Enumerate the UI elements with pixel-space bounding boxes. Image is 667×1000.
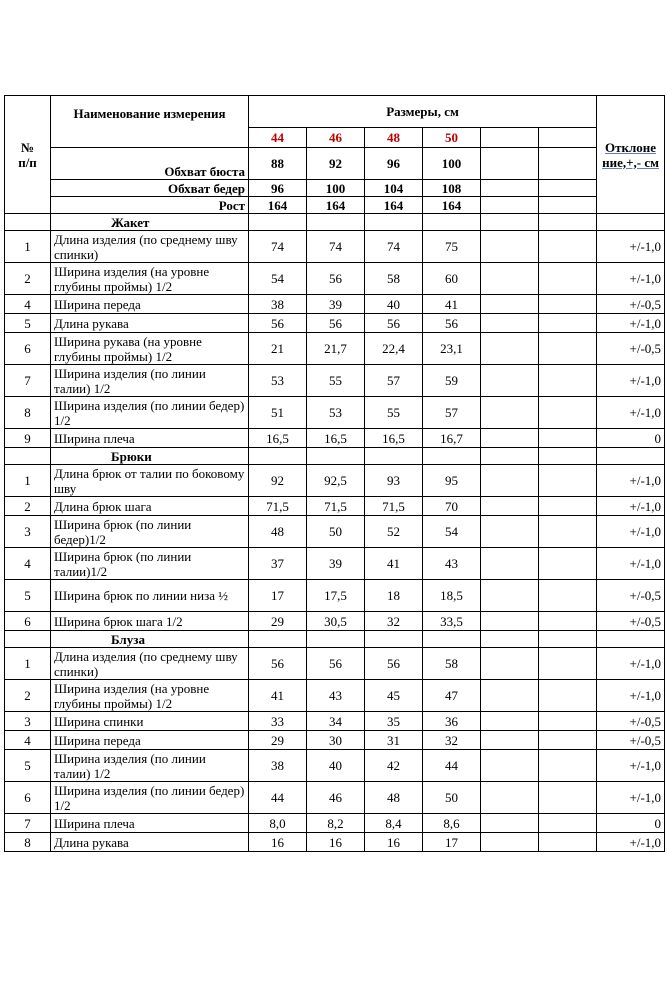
empty-value-cell (481, 263, 539, 295)
section-empty-cell (423, 448, 481, 465)
measurement-value: 41 (365, 548, 423, 580)
measurement-value: 52 (365, 516, 423, 548)
measurement-value: 32 (365, 612, 423, 631)
empty-value-cell (539, 365, 597, 397)
section-row (5, 448, 665, 465)
measurement-value: 57 (365, 365, 423, 397)
empty-value-cell (539, 429, 597, 448)
empty-value-cell (539, 612, 597, 631)
measurement-value: 95 (423, 465, 481, 497)
measurement-value: 46 (307, 782, 365, 814)
size-44: 44 (249, 128, 307, 148)
empty-value-cell (481, 731, 539, 750)
section-row (5, 631, 665, 648)
measurement-name-header: Наименование измерения (51, 96, 249, 148)
measurement-value: 56 (365, 314, 423, 333)
empty-value-cell (481, 833, 539, 852)
row-number-header-text: № п/п (18, 139, 37, 170)
bust-label: Обхват бюста (51, 148, 249, 180)
section-empty-cell (365, 631, 423, 648)
bust-46: 92 (307, 148, 365, 180)
bust-44: 88 (249, 148, 307, 180)
measurement-value: 21,7 (307, 333, 365, 365)
measurement-name: Ширина изделия (по линии бедер) 1/2 (51, 397, 249, 429)
measurement-value: 75 (423, 231, 481, 263)
measurement-name: Ширина брюк (по линии талии)1/2 (51, 548, 249, 580)
empty-value-cell (481, 333, 539, 365)
row-number: 7 (5, 365, 51, 397)
measurement-value: 56 (423, 314, 481, 333)
tolerance-value: +/-0,5 (597, 295, 665, 314)
measurement-value: 45 (365, 680, 423, 712)
empty-value-cell (539, 397, 597, 429)
empty-value-cell (539, 497, 597, 516)
measurement-value: 16,5 (249, 429, 307, 448)
measurement-value: 16 (307, 833, 365, 852)
section-empty-cell (597, 631, 665, 648)
tolerance-value: +/-1,0 (597, 516, 665, 548)
empty-value-cell (539, 548, 597, 580)
measurement-name: Ширина брюк (по линии бедер)1/2 (51, 516, 249, 548)
measurement-value: 41 (423, 295, 481, 314)
bust-48: 96 (365, 148, 423, 180)
measurement-value: 16,5 (365, 429, 423, 448)
empty-value-cell (481, 814, 539, 833)
empty-value-cell (481, 612, 539, 631)
row-number: 6 (5, 333, 51, 365)
section-number-cell (5, 448, 51, 465)
tolerance-value: +/-1,0 (597, 314, 665, 333)
measurement-name: Ширина переда (51, 731, 249, 750)
measurement-value: 39 (307, 548, 365, 580)
measurement-value: 8,4 (365, 814, 423, 833)
measurement-value: 58 (365, 263, 423, 295)
size-table (4, 95, 665, 852)
empty-value-cell (539, 580, 597, 612)
measurement-row (5, 580, 665, 612)
row-number-header (5, 96, 51, 214)
height-48: 164 (365, 197, 423, 214)
measurement-row (5, 548, 665, 580)
height-label: Рост (51, 197, 249, 214)
measurement-name: Ширина рукава (на уровне глубины проймы) 1/2 (51, 333, 249, 365)
measurement-value: 8,0 (249, 814, 307, 833)
empty-value-cell (481, 231, 539, 263)
measurement-value: 29 (249, 731, 307, 750)
measurement-row (5, 333, 665, 365)
hips-48: 104 (365, 180, 423, 197)
row-number: 2 (5, 497, 51, 516)
measurement-row (5, 365, 665, 397)
measurement-value: 32 (423, 731, 481, 750)
measurement-value: 35 (365, 712, 423, 731)
measurement-row (5, 731, 665, 750)
empty-value-cell (539, 648, 597, 680)
tolerance-value: +/-0,5 (597, 712, 665, 731)
empty-cell (539, 148, 597, 180)
empty-value-cell (539, 465, 597, 497)
measurement-value: 33 (249, 712, 307, 731)
empty-value-cell (539, 516, 597, 548)
row-number: 4 (5, 548, 51, 580)
measurement-value: 59 (423, 365, 481, 397)
row-number: 8 (5, 833, 51, 852)
height-50: 164 (423, 197, 481, 214)
row-number: 3 (5, 516, 51, 548)
measurement-value: 92,5 (307, 465, 365, 497)
measurement-row (5, 612, 665, 631)
measurement-name: Длина изделия (по среднему шву спинки) (51, 231, 249, 263)
section-empty-cell (249, 214, 307, 231)
row-number: 7 (5, 814, 51, 833)
measurement-value: 31 (365, 731, 423, 750)
section-empty-cell (307, 631, 365, 648)
deviation-header-text: Отклоне ние,+,- см (602, 139, 659, 170)
size-46: 46 (307, 128, 365, 148)
measurement-value: 51 (249, 397, 307, 429)
empty-cell (481, 148, 539, 180)
measurement-row (5, 314, 665, 333)
tolerance-value: +/-1,0 (597, 648, 665, 680)
tolerance-value: +/-1,0 (597, 263, 665, 295)
row-number: 1 (5, 231, 51, 263)
section-empty-cell (423, 631, 481, 648)
measurement-value: 43 (423, 548, 481, 580)
row-number: 6 (5, 782, 51, 814)
empty-value-cell (481, 548, 539, 580)
sizes-header: Размеры, см (249, 96, 597, 128)
measurement-value: 22,4 (365, 333, 423, 365)
hips-46: 100 (307, 180, 365, 197)
measurement-value: 47 (423, 680, 481, 712)
hips-44: 96 (249, 180, 307, 197)
empty-value-cell (481, 465, 539, 497)
row-number: 4 (5, 731, 51, 750)
measurement-row (5, 397, 665, 429)
measurement-value: 18 (365, 580, 423, 612)
tolerance-value: +/-0,5 (597, 731, 665, 750)
measurement-value: 53 (249, 365, 307, 397)
empty-value-cell (539, 750, 597, 782)
empty-value-cell (481, 497, 539, 516)
measurement-value: 38 (249, 295, 307, 314)
measurement-value: 56 (365, 648, 423, 680)
size-48: 48 (365, 128, 423, 148)
tolerance-value: +/-1,0 (597, 750, 665, 782)
empty-value-cell (539, 712, 597, 731)
tolerance-value: 0 (597, 814, 665, 833)
measurement-value: 36 (423, 712, 481, 731)
measurement-value: 56 (307, 263, 365, 295)
row-number: 1 (5, 465, 51, 497)
measurement-row (5, 429, 665, 448)
section-empty-cell (249, 631, 307, 648)
tolerance-value: 0 (597, 429, 665, 448)
measurement-row (5, 814, 665, 833)
empty-value-cell (481, 397, 539, 429)
measurement-value: 55 (307, 365, 365, 397)
row-number: 2 (5, 263, 51, 295)
measurement-value: 37 (249, 548, 307, 580)
empty-value-cell (481, 429, 539, 448)
empty-cell (539, 197, 597, 214)
tolerance-value: +/-1,0 (597, 497, 665, 516)
measurement-name: Ширина изделия (по линии талии) 1/2 (51, 365, 249, 397)
measurement-name: Ширина плеча (51, 429, 249, 448)
measurement-value: 30 (307, 731, 365, 750)
section-empty-cell (539, 214, 597, 231)
section-empty-cell (481, 214, 539, 231)
measurement-row (5, 782, 665, 814)
measurement-value: 34 (307, 712, 365, 731)
measurement-value: 18,5 (423, 580, 481, 612)
section-empty-cell (365, 214, 423, 231)
measurement-name: Ширина брюк шага 1/2 (51, 612, 249, 631)
tolerance-value: +/-1,0 (597, 680, 665, 712)
height-46: 164 (307, 197, 365, 214)
measurement-name: Длина брюк шага (51, 497, 249, 516)
measurement-value: 93 (365, 465, 423, 497)
empty-value-cell (481, 680, 539, 712)
section-empty-cell (481, 631, 539, 648)
measurement-value: 56 (249, 314, 307, 333)
tolerance-value: +/-0,5 (597, 580, 665, 612)
row-number: 3 (5, 712, 51, 731)
section-empty-cell (597, 214, 665, 231)
empty-value-cell (539, 814, 597, 833)
measurement-value: 54 (249, 263, 307, 295)
deviation-header (597, 96, 665, 214)
height-44: 164 (249, 197, 307, 214)
measurement-value: 41 (249, 680, 307, 712)
measurement-value: 60 (423, 263, 481, 295)
row-number: 9 (5, 429, 51, 448)
measurement-value: 23,1 (423, 333, 481, 365)
empty-value-cell (539, 263, 597, 295)
measurement-row (5, 497, 665, 516)
measurement-name: Ширина спинки (51, 712, 249, 731)
measurement-value: 92 (249, 465, 307, 497)
measurement-value: 17 (249, 580, 307, 612)
empty-cell (481, 197, 539, 214)
measurement-value: 21 (249, 333, 307, 365)
measurement-value: 16,5 (307, 429, 365, 448)
row-number: 8 (5, 397, 51, 429)
measurement-name: Длина рукава (51, 833, 249, 852)
measurement-value: 16 (365, 833, 423, 852)
measurement-value: 48 (365, 782, 423, 814)
measurement-value: 40 (365, 295, 423, 314)
tolerance-value: +/-1,0 (597, 548, 665, 580)
tolerance-value: +/-1,0 (597, 782, 665, 814)
bust-50: 100 (423, 148, 481, 180)
empty-value-cell (539, 680, 597, 712)
section-empty-cell (307, 214, 365, 231)
size-chart-document (4, 95, 664, 852)
measurement-name: Ширина брюк по линии низа ½ (51, 580, 249, 612)
measurement-value: 55 (365, 397, 423, 429)
section-empty-cell (249, 448, 307, 465)
measurement-value: 74 (365, 231, 423, 263)
measurement-value: 30,5 (307, 612, 365, 631)
section-empty-cell (539, 631, 597, 648)
measurement-value: 8,6 (423, 814, 481, 833)
measurement-value: 16,7 (423, 429, 481, 448)
measurement-row (5, 750, 665, 782)
measurement-row (5, 833, 665, 852)
section-empty-cell (597, 448, 665, 465)
measurement-value: 54 (423, 516, 481, 548)
tolerance-value: +/-1,0 (597, 833, 665, 852)
measurement-row (5, 465, 665, 497)
measurement-value: 71,5 (365, 497, 423, 516)
measurement-name: Длина изделия (по среднему шву спинки) (51, 648, 249, 680)
section-empty-cell (423, 214, 481, 231)
empty-value-cell (481, 750, 539, 782)
section-number-cell (5, 214, 51, 231)
empty-value-cell (539, 833, 597, 852)
measurement-value: 44 (423, 750, 481, 782)
empty-value-cell (539, 782, 597, 814)
empty-size-cell (481, 128, 539, 148)
measurement-value: 38 (249, 750, 307, 782)
section-number-cell (5, 631, 51, 648)
measurement-row (5, 648, 665, 680)
measurement-value: 71,5 (249, 497, 307, 516)
row-number: 5 (5, 580, 51, 612)
tolerance-value: +/-1,0 (597, 231, 665, 263)
measurement-name: Длина брюк от талии по боковому шву (51, 465, 249, 497)
empty-value-cell (539, 333, 597, 365)
measurement-name: Ширина изделия (по линии бедер) 1/2 (51, 782, 249, 814)
measurement-value: 56 (307, 314, 365, 333)
row-number: 5 (5, 314, 51, 333)
row-number: 5 (5, 750, 51, 782)
measurement-row (5, 712, 665, 731)
measurement-name: Ширина изделия (на уровне глубины проймы) 1/2 (51, 263, 249, 295)
measurement-value: 48 (249, 516, 307, 548)
empty-value-cell (481, 712, 539, 731)
hips-label: Обхват бедер (51, 180, 249, 197)
row-number: 6 (5, 612, 51, 631)
row-number: 4 (5, 295, 51, 314)
empty-value-cell (481, 516, 539, 548)
measurement-value: 39 (307, 295, 365, 314)
empty-value-cell (481, 314, 539, 333)
measurement-row (5, 680, 665, 712)
empty-value-cell (539, 295, 597, 314)
measurement-value: 40 (307, 750, 365, 782)
measurement-value: 56 (307, 648, 365, 680)
section-empty-cell (307, 448, 365, 465)
measurement-value: 43 (307, 680, 365, 712)
empty-value-cell (539, 314, 597, 333)
measurement-value: 17,5 (307, 580, 365, 612)
empty-value-cell (481, 295, 539, 314)
measurement-value: 42 (365, 750, 423, 782)
row-number: 2 (5, 680, 51, 712)
section-empty-cell (539, 448, 597, 465)
empty-value-cell (481, 648, 539, 680)
measurement-value: 8,2 (307, 814, 365, 833)
measurement-value: 17 (423, 833, 481, 852)
measurement-name: Длина рукава (51, 314, 249, 333)
measurement-row (5, 231, 665, 263)
measurement-value: 74 (307, 231, 365, 263)
measurement-value: 74 (249, 231, 307, 263)
tolerance-value: +/-1,0 (597, 465, 665, 497)
section-title: Жакет (51, 214, 249, 231)
measurement-value: 71,5 (307, 497, 365, 516)
section-title: Брюки (51, 448, 249, 465)
measurement-value: 33,5 (423, 612, 481, 631)
measurement-value: 53 (307, 397, 365, 429)
row-number: 1 (5, 648, 51, 680)
measurement-value: 56 (249, 648, 307, 680)
measurement-value: 58 (423, 648, 481, 680)
empty-size-cell (539, 128, 597, 148)
measurement-value: 50 (423, 782, 481, 814)
empty-cell (539, 180, 597, 197)
hips-50: 108 (423, 180, 481, 197)
section-row (5, 214, 665, 231)
measurement-name: Ширина плеча (51, 814, 249, 833)
tolerance-value: +/-0,5 (597, 612, 665, 631)
empty-value-cell (539, 731, 597, 750)
tolerance-value: +/-1,0 (597, 365, 665, 397)
measurement-value: 29 (249, 612, 307, 631)
measurement-value: 16 (249, 833, 307, 852)
tolerance-value: +/-1,0 (597, 397, 665, 429)
empty-value-cell (481, 782, 539, 814)
empty-cell (481, 180, 539, 197)
section-empty-cell (481, 448, 539, 465)
measurement-value: 50 (307, 516, 365, 548)
empty-value-cell (539, 231, 597, 263)
measurement-row (5, 516, 665, 548)
size-50: 50 (423, 128, 481, 148)
tolerance-value: +/-0,5 (597, 333, 665, 365)
measurement-name: Ширина изделия (на уровне глубины проймы) 1/2 (51, 680, 249, 712)
measurement-value: 44 (249, 782, 307, 814)
measurement-value: 57 (423, 397, 481, 429)
empty-value-cell (481, 580, 539, 612)
measurement-value: 70 (423, 497, 481, 516)
section-title: Блуза (51, 631, 249, 648)
measurement-row (5, 295, 665, 314)
empty-value-cell (481, 365, 539, 397)
measurement-name: Ширина переда (51, 295, 249, 314)
section-empty-cell (365, 448, 423, 465)
measurement-name: Ширина изделия (по линии талии) 1/2 (51, 750, 249, 782)
measurement-row (5, 263, 665, 295)
